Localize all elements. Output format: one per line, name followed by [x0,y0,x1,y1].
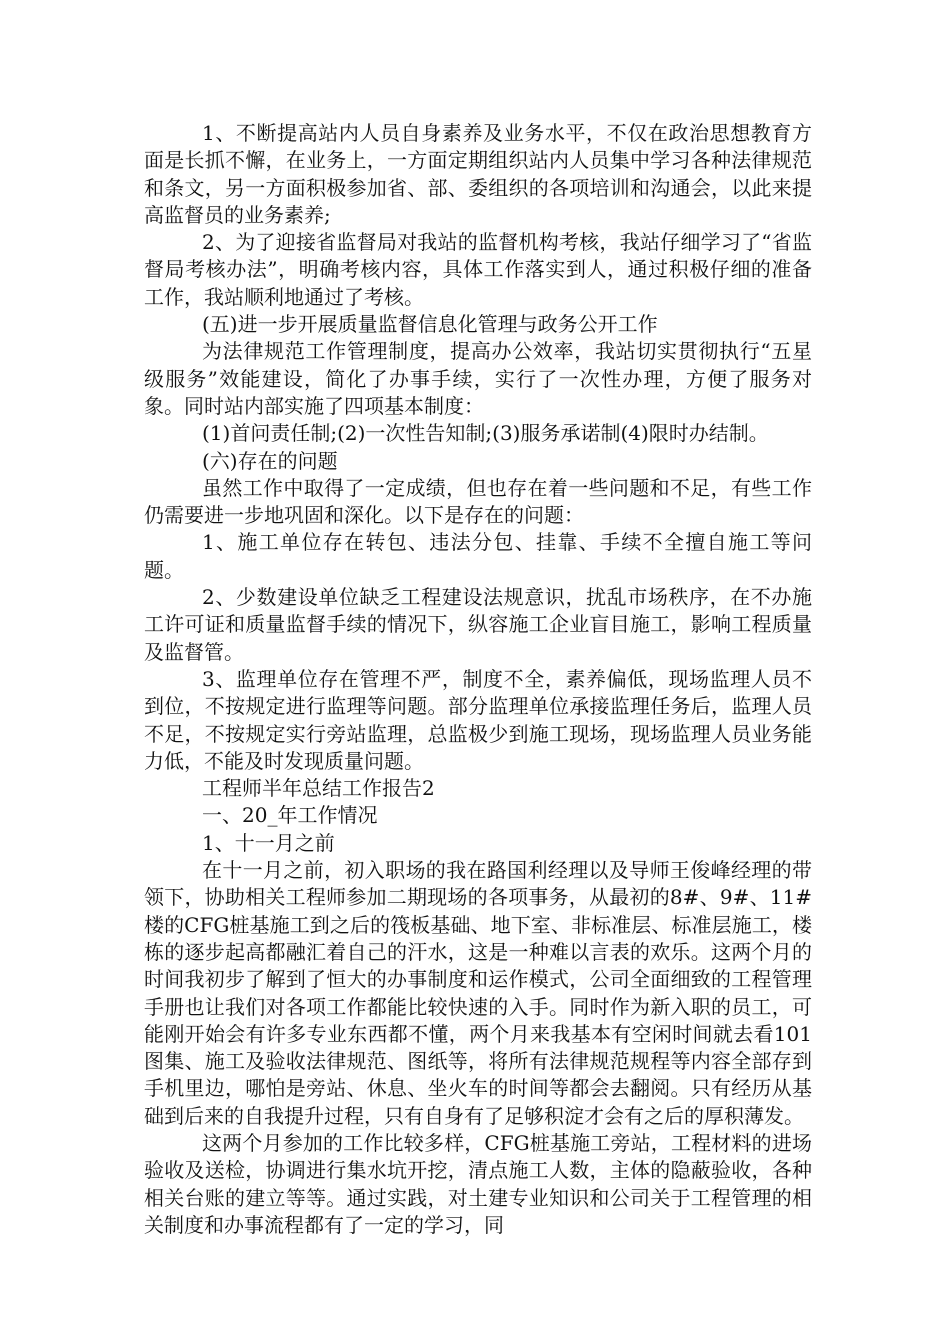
document-body [144,120,812,1239]
paragraph: 虽然工作中取得了一定成绩，但也存在着一些问题和不足，有些工作仍需要进一步地巩固和深化。以下是存在的问题： [144,475,812,528]
subsection-heading: 1、十一月之前 [202,830,335,855]
paragraph: (1)首问责任制;(2)一次性告知制;(3)服务承诺制(4)限时办结制。 [202,421,769,446]
paragraph: 这两个月参加的工作比较多样，CFG桩基施工旁站，工程材料的进场验收及送检，协调进行集水坑开挖，清点施工人数，主体的隐蔽验收，各种相关台账的建立等等。通过实践，对土建专业知识和公司关于工程管理的相关制度和办事流程都有了一定的学习，同 [144,1130,812,1237]
section-heading: (五)进一步开展质量监督信息化管理与政务公开工作 [202,312,658,337]
paragraph: 在十一月之前，初入职场的我在路国利经理以及导师王俊峰经理的带领下，协助相关工程师参加二期现场的各项事务，从最初的8#、9#、11#楼的CFG桩基施工到之后的筏板基础、地下室、非标准层、标准层施工，楼栋的逐步起高都融汇着自己的汗水，这是一种难以言表的欢乐。这两个月的时间我初步了解到了恒大的办事制度和运作模式，公司全面细致的工程管理手册也让我们对各项工作都能比较快速的入手。同时作为新入职的员工，可能刚开始会有许多专业东西都不懂，两个月来我基本有空闲时间就去看101图集、施工及验收法律规范、图纸等，将所有法律规范规程等内容全部存到手机里边，哪怕是旁站、休息、坐火车的时间等都会去翻阅。只有经历从基础到后来的自我提升过程，只有自身有了足够积淀才会有之后的厚积薄发。 [144,858,812,1128]
paragraph: 为法律规范工作管理制度，提高办公效率，我站切实贯彻执行“五星级服务”效能建设，简化了办事手续，实行了一次性办理，方便了服务对象。同时站内部实施了四项基本制度： [144,339,812,418]
section-heading: 一、20_年工作情况 [202,803,378,828]
paragraph: 3、监理单位存在管理不严，制度不全，素养偏低，现场监理人员不到位，不按规定进行监理等问题。部分监理单位承接监理任务后，监理人员不足，不按规定实行旁站监理，总监极少到施工现场，现场监理人员业务能力低，不能及时发现质量问题。 [144,666,812,773]
paragraph: 1、施工单位存在转包、违法分包、挂靠、手续不全擅自施工等问题。 [144,530,812,582]
paragraph: 2、少数建设单位缺乏工程建设法规意识，扰乱市场秩序，在不办施工许可证和质量监督手续的情况下，纵容施工企业盲目施工，影响工程质量及监督管。 [144,585,812,664]
report-title: 工程师半年总结工作报告2 [202,776,435,801]
paragraph: 1、不断提高站内人员自身素养及业务水平，不仅在政治思想教育方面是长抓不懈，在业务上，一方面定期组织站内人员集中学习各种法律规范和条文，另一方面积极参加省、部、委组织的各项培训和沟通会，以此来提高监督员的业务素养; [144,121,812,227]
section-heading: (六)存在的问题 [202,448,338,473]
paragraph: 2、为了迎接省监督局对我站的监督机构考核，我站仔细学习了“省监督局考核办法”，明确考核内容，具体工作落实到人，通过积极仔细的准备工作，我站顺利地通过了考核。 [144,230,812,309]
